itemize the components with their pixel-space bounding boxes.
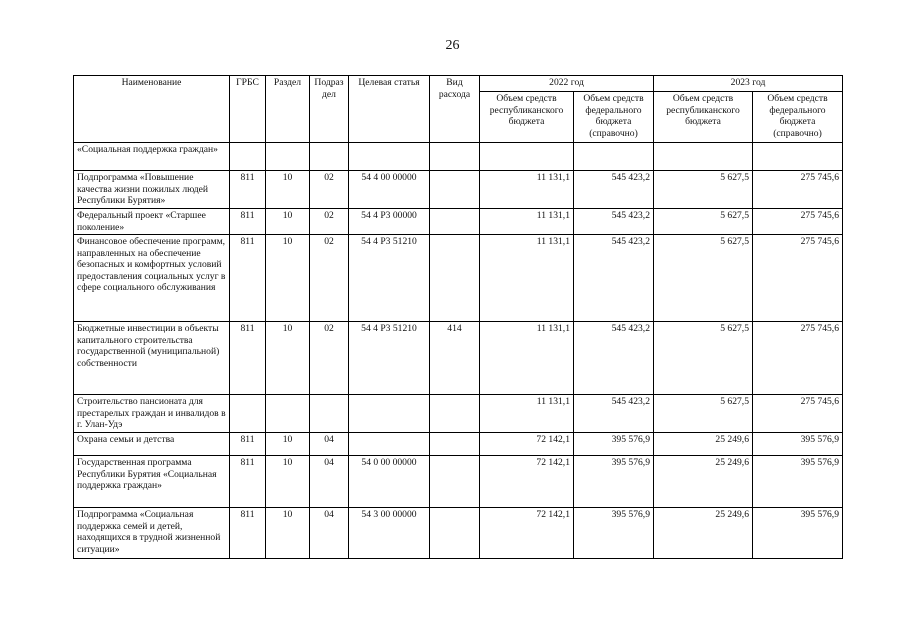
row-target [349, 143, 430, 171]
row-subsection: 02 [310, 322, 349, 395]
header-section: Раздел [266, 76, 310, 143]
header-grbs: ГРБС [230, 76, 266, 143]
row-type [430, 235, 480, 322]
row-rep-2023: 25 249,6 [654, 508, 753, 559]
row-rep-2023 [654, 143, 753, 171]
row-rep-2022: 72 142,1 [480, 508, 574, 559]
header-fed-budget-2023: Объем средств федерального бюджета (справочно) [753, 92, 843, 143]
row-subsection [310, 143, 349, 171]
row-fed-2022: 395 576,9 [574, 456, 654, 508]
row-subsection: 04 [310, 433, 349, 456]
row-grbs: 811 [230, 322, 266, 395]
header-name: Наименование [74, 76, 230, 143]
table-row [74, 395, 843, 433]
row-fed-2022: 545 423,2 [574, 209, 654, 235]
row-rep-2022: 72 142,1 [480, 433, 574, 456]
row-subsection: 02 [310, 171, 349, 209]
table-row [74, 171, 843, 209]
row-fed-2023: 395 576,9 [753, 433, 843, 456]
row-fed-2023: 275 745,6 [753, 209, 843, 235]
header-rep-budget-2023: Объем средств республиканского бюджета [654, 92, 753, 143]
row-grbs: 811 [230, 209, 266, 235]
row-name: Охрана семьи и детства [74, 433, 230, 456]
row-grbs: 811 [230, 235, 266, 322]
row-name: «Социальная поддержка граждан» [74, 143, 230, 171]
row-section [266, 143, 310, 171]
row-name: Строительство пансионата для престарелых граждан и инвалидов в г. Улан-Удэ [74, 395, 230, 433]
row-section: 10 [266, 508, 310, 559]
row-subsection: 04 [310, 456, 349, 508]
row-fed-2022: 395 576,9 [574, 433, 654, 456]
row-target: 54 3 00 00000 [349, 508, 430, 559]
row-grbs: 811 [230, 433, 266, 456]
row-grbs: 811 [230, 508, 266, 559]
row-rep-2022: 11 131,1 [480, 322, 574, 395]
row-section: 10 [266, 235, 310, 322]
header-expense-type: Вид расхода [430, 76, 480, 143]
row-rep-2023: 5 627,5 [654, 171, 753, 209]
table-row [74, 508, 843, 559]
page-number: 26 [445, 38, 460, 53]
row-rep-2023: 5 627,5 [654, 235, 753, 322]
header-year-2022: 2022 год [480, 76, 654, 92]
row-target: 54 4 00 00000 [349, 171, 430, 209]
row-type [430, 395, 480, 433]
table-row [74, 456, 843, 508]
row-target [349, 395, 430, 433]
row-subsection [310, 395, 349, 433]
row-fed-2023 [753, 143, 843, 171]
row-type [430, 171, 480, 209]
header-rep-budget-2022: Объем средств республиканского бюджета [480, 92, 574, 143]
table-row [74, 235, 843, 322]
row-rep-2022: 11 131,1 [480, 171, 574, 209]
row-fed-2022: 545 423,2 [574, 395, 654, 433]
row-section [266, 395, 310, 433]
row-grbs [230, 395, 266, 433]
header-year-2023: 2023 год [654, 76, 843, 92]
row-section: 10 [266, 209, 310, 235]
row-subsection: 02 [310, 235, 349, 322]
row-rep-2023: 5 627,5 [654, 209, 753, 235]
row-type [430, 508, 480, 559]
row-target: 54 4 P3 00000 [349, 209, 430, 235]
row-type [430, 209, 480, 235]
row-name: Подпрограмма «Социальная поддержка семей и детей, находящихся в трудной жизненной ситуации» [74, 508, 230, 559]
row-type [430, 433, 480, 456]
row-subsection: 04 [310, 508, 349, 559]
header-subsection: Подраз дел [310, 76, 349, 143]
row-rep-2023: 5 627,5 [654, 322, 753, 395]
row-fed-2023: 275 745,6 [753, 395, 843, 433]
row-rep-2023: 25 249,6 [654, 433, 753, 456]
row-section: 10 [266, 433, 310, 456]
row-rep-2022: 11 131,1 [480, 235, 574, 322]
row-subsection: 02 [310, 209, 349, 235]
row-section: 10 [266, 171, 310, 209]
row-fed-2022: 545 423,2 [574, 322, 654, 395]
row-section: 10 [266, 456, 310, 508]
row-grbs [230, 143, 266, 171]
row-target: 54 4 P3 51210 [349, 322, 430, 395]
row-rep-2023: 25 249,6 [654, 456, 753, 508]
row-name: Государственная программа Республики Бурятия «Социальная поддержка граждан» [74, 456, 230, 508]
row-target: 54 0 00 00000 [349, 456, 430, 508]
row-rep-2022: 11 131,1 [480, 395, 574, 433]
row-fed-2023: 275 745,6 [753, 171, 843, 209]
row-fed-2022: 545 423,2 [574, 235, 654, 322]
row-name: Федеральный проект «Старшее поколение» [74, 209, 230, 235]
row-type [430, 143, 480, 171]
row-name: Финансовое обеспечение программ, направленных на обеспечение безопасных и комфортных условий предоставления социальных услуг в сфере социального обслуживания [74, 235, 230, 322]
row-grbs: 811 [230, 456, 266, 508]
row-section: 10 [266, 322, 310, 395]
row-fed-2022 [574, 143, 654, 171]
row-target [349, 433, 430, 456]
row-rep-2023: 5 627,5 [654, 395, 753, 433]
row-type: 414 [430, 322, 480, 395]
row-target: 54 4 P3 51210 [349, 235, 430, 322]
row-rep-2022 [480, 143, 574, 171]
row-fed-2022: 395 576,9 [574, 508, 654, 559]
row-type [430, 456, 480, 508]
row-fed-2023: 275 745,6 [753, 322, 843, 395]
row-rep-2022: 72 142,1 [480, 456, 574, 508]
table-row [74, 322, 843, 395]
row-grbs: 811 [230, 171, 266, 209]
row-fed-2023: 395 576,9 [753, 508, 843, 559]
header-fed-budget-2022: Объем средств федерального бюджета (справочно) [574, 92, 654, 143]
row-rep-2022: 11 131,1 [480, 209, 574, 235]
row-name: Бюджетные инвестиции в объекты капитального строительства государственной (муниципальной) собственности [74, 322, 230, 395]
table-row [74, 143, 843, 171]
row-fed-2023: 275 745,6 [753, 235, 843, 322]
table-row [74, 433, 843, 456]
row-fed-2023: 395 576,9 [753, 456, 843, 508]
table-row [74, 209, 843, 235]
budget-table [73, 75, 843, 559]
row-fed-2022: 545 423,2 [574, 171, 654, 209]
header-target: Целевая статья [349, 76, 430, 143]
row-name: Подпрограмма «Повышение качества жизни пожилых людей Республики Бурятия» [74, 171, 230, 209]
